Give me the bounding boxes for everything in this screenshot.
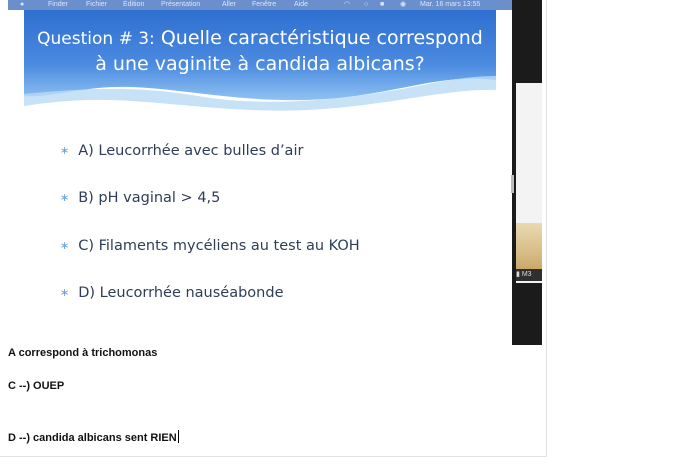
option-c bbox=[60, 238, 360, 254]
bullet-icon: ∗ bbox=[60, 144, 70, 157]
presentation-slide bbox=[8, 10, 512, 345]
menu-edition: Édition bbox=[123, 1, 145, 8]
text-cursor bbox=[178, 430, 179, 443]
answer-line-a[interactable]: A correspond à trichomonas bbox=[8, 347, 158, 359]
question-number: Question # 3: bbox=[37, 29, 155, 49]
menu-aller: Aller bbox=[222, 1, 237, 8]
option-d bbox=[60, 285, 284, 301]
answer-line-c[interactable]: C --) OUEP bbox=[8, 380, 65, 392]
bullet-icon: ∗ bbox=[60, 286, 70, 299]
option-a bbox=[60, 143, 303, 159]
panel-resize-handle[interactable] bbox=[511, 175, 514, 193]
answer-line-d-text: D --) candida albicans sent RIEN bbox=[8, 432, 177, 444]
slide-header-banner bbox=[8, 10, 512, 120]
menu-fenetre: Fenêtre bbox=[252, 1, 277, 8]
menubar-clock: Mar. 16 mars 13:55 bbox=[420, 1, 481, 8]
siri-icon: ◉ bbox=[400, 1, 407, 8]
answer-line-d[interactable] bbox=[8, 430, 179, 444]
option-b bbox=[60, 190, 220, 206]
wifi-icon: ◠ bbox=[344, 1, 351, 8]
signal-icon: ▮ bbox=[516, 271, 520, 278]
option-a-text: A) Leucorrhée avec bulles d’air bbox=[78, 143, 304, 159]
mac-menubar bbox=[8, 0, 512, 10]
question-line-1: Quelle caractéristique correspond bbox=[160, 27, 483, 49]
bullet-icon: ∗ bbox=[60, 191, 70, 204]
menu-presentation: Présentation bbox=[161, 1, 201, 8]
menu-aide: Aide bbox=[294, 1, 309, 8]
participant-label: M3 bbox=[521, 271, 532, 278]
participant-video bbox=[516, 223, 542, 269]
display-icon: ■ bbox=[380, 1, 385, 8]
bullet-icon: ∗ bbox=[60, 239, 70, 252]
participant-name-tag bbox=[516, 269, 542, 281]
question-line-2: à une vaginite à candida albicans? bbox=[95, 53, 425, 75]
apple-icon: ● bbox=[20, 1, 25, 8]
option-c-text: C) Filaments mycéliens au test au KOH bbox=[78, 238, 360, 254]
menu-fichier: Fichier bbox=[86, 1, 108, 8]
slide-question bbox=[8, 26, 512, 77]
participant-tile[interactable] bbox=[516, 83, 542, 283]
search-icon: ○ bbox=[364, 1, 369, 8]
shared-screen-video bbox=[8, 0, 542, 345]
option-d-text: D) Leucorrhée nauséabonde bbox=[78, 285, 284, 301]
option-b-text: B) pH vaginal > 4,5 bbox=[78, 190, 221, 206]
menu-finder: Finder bbox=[48, 1, 68, 8]
